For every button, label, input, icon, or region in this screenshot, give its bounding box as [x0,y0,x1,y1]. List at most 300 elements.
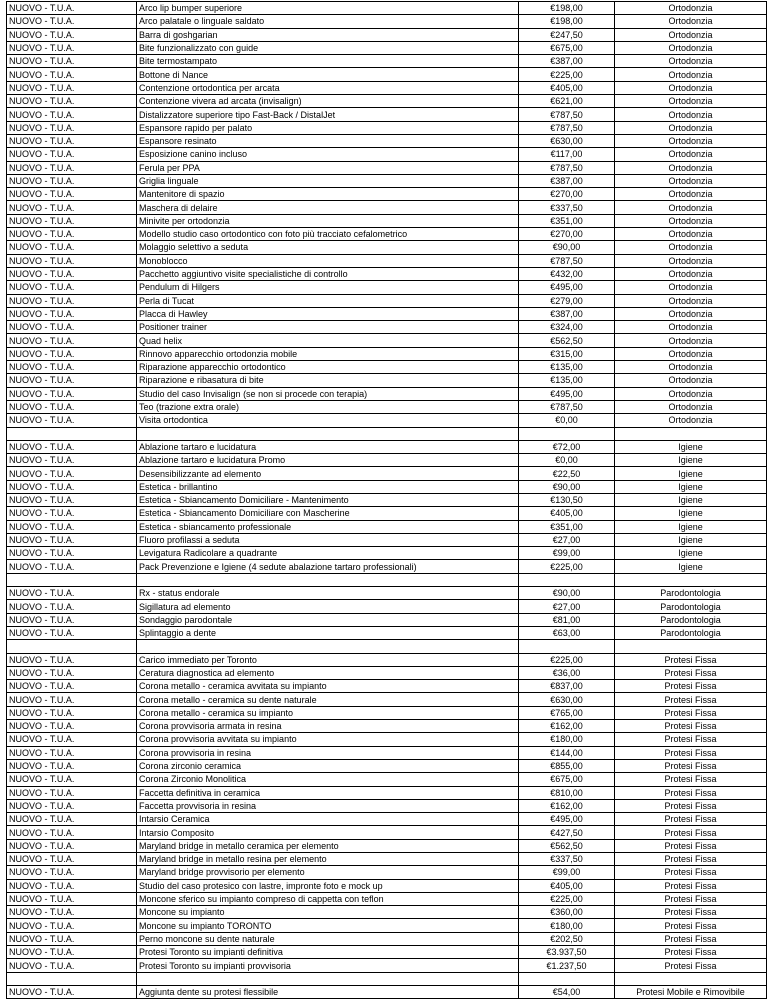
listino-cell: NUOVO - T.U.A. [7,214,137,227]
table-row [7,759,767,772]
treatment-cell: Quad helix [137,334,519,347]
table-row [7,361,767,374]
listino-cell [7,427,137,440]
treatment-cell: Modello studio caso ortodontico con foto più tracciato cefalometrico [137,228,519,241]
treatment-cell: Barra di goshgarian [137,28,519,41]
table-row [7,55,767,68]
table-row [7,15,767,28]
category-cell: Protesi Fissa [615,839,767,852]
price-cell: €562,50 [519,839,615,852]
category-cell: Protesi Fissa [615,932,767,945]
table-row [7,653,767,666]
treatment-cell: Splintaggio a dente [137,626,519,639]
category-cell: Parodontologia [615,587,767,600]
table-row [7,294,767,307]
table-row [7,254,767,267]
listino-cell: NUOVO - T.U.A. [7,440,137,453]
treatment-cell: Contenzione ortodontica per arcata [137,81,519,94]
treatment-cell: Estetica - Sbiancamento Domiciliare con Mascherine [137,507,519,520]
treatment-cell: Visita ortodontica [137,414,519,427]
listino-cell: NUOVO - T.U.A. [7,387,137,400]
listino-cell: NUOVO - T.U.A. [7,799,137,812]
listino-cell: NUOVO - T.U.A. [7,720,137,733]
price-cell: €270,00 [519,228,615,241]
price-cell: €621,00 [519,95,615,108]
price-cell: €225,00 [519,68,615,81]
category-cell: Ortodonzia [615,241,767,254]
listino-cell: NUOVO - T.U.A. [7,267,137,280]
price-cell [519,972,615,985]
category-cell: Ortodonzia [615,254,767,267]
table-row [7,480,767,493]
table-row [7,347,767,360]
spacer-row [7,972,767,985]
listino-cell: NUOVO - T.U.A. [7,533,137,546]
category-cell: Protesi Fissa [615,959,767,972]
treatment-cell: Moncone su impianto TORONTO [137,919,519,932]
listino-cell: NUOVO - T.U.A. [7,733,137,746]
price-cell: €405,00 [519,507,615,520]
table-row [7,560,767,573]
category-cell: Igiene [615,467,767,480]
listino-cell: NUOVO - T.U.A. [7,946,137,959]
listino-cell: NUOVO - T.U.A. [7,839,137,852]
table-row [7,680,767,693]
table-row [7,414,767,427]
category-cell: Ortodonzia [615,55,767,68]
treatment-cell: Bottone di Nance [137,68,519,81]
category-cell: Igiene [615,440,767,453]
listino-cell: NUOVO - T.U.A. [7,55,137,68]
table-row [7,879,767,892]
treatment-cell: Fluoro profilassi a seduta [137,533,519,546]
listino-cell: NUOVO - T.U.A. [7,201,137,214]
treatment-cell: Corona provvisoria armata in resina [137,720,519,733]
price-cell: €562,50 [519,334,615,347]
listino-cell: NUOVO - T.U.A. [7,813,137,826]
price-cell: €90,00 [519,480,615,493]
treatment-cell [137,640,519,653]
table-row [7,307,767,320]
listino-cell: NUOVO - T.U.A. [7,507,137,520]
table-row [7,121,767,134]
price-cell: €162,00 [519,799,615,812]
listino-cell: NUOVO - T.U.A. [7,666,137,679]
listino-cell: NUOVO - T.U.A. [7,746,137,759]
listino-cell: NUOVO - T.U.A. [7,653,137,666]
treatment-cell [137,427,519,440]
category-cell: Protesi Fissa [615,919,767,932]
category-cell: Ortodonzia [615,334,767,347]
listino-cell: NUOVO - T.U.A. [7,906,137,919]
treatment-cell: Monoblocco [137,254,519,267]
category-cell: Protesi Fissa [615,680,767,693]
table-row [7,853,767,866]
table-row [7,706,767,719]
price-cell: €99,00 [519,547,615,560]
treatment-cell: Espansore resinato [137,134,519,147]
category-cell [615,573,767,586]
price-cell: €27,00 [519,600,615,613]
table-row [7,467,767,480]
treatment-cell: Bite termostampato [137,55,519,68]
treatment-cell: Studio del caso protesico con lastre, impronte foto e mock up [137,879,519,892]
price-cell: €787,50 [519,254,615,267]
category-cell: Protesi Fissa [615,693,767,706]
listino-cell: NUOVO - T.U.A. [7,959,137,972]
treatment-cell: Rinnovo apparecchio ortodonzia mobile [137,347,519,360]
category-cell: Ortodonzia [615,400,767,413]
price-cell: €351,00 [519,214,615,227]
category-cell: Igiene [615,533,767,546]
listino-cell: NUOVO - T.U.A. [7,786,137,799]
category-cell: Protesi Fissa [615,720,767,733]
listino-cell: NUOVO - T.U.A. [7,95,137,108]
listino-cell: NUOVO - T.U.A. [7,587,137,600]
listino-cell: NUOVO - T.U.A. [7,560,137,573]
table-row [7,2,767,15]
treatment-cell: Protesi Toronto su impianti definitiva [137,946,519,959]
price-cell: €117,00 [519,148,615,161]
category-cell: Ortodonzia [615,2,767,15]
price-cell: €247,50 [519,28,615,41]
price-cell: €360,00 [519,906,615,919]
treatment-cell: Pack Prevenzione e Igiene (4 sedute abalazione tartaro professionali) [137,560,519,573]
category-cell: Protesi Fissa [615,906,767,919]
listino-cell: NUOVO - T.U.A. [7,985,137,998]
listino-cell: NUOVO - T.U.A. [7,680,137,693]
table-row [7,587,767,600]
listino-cell: NUOVO - T.U.A. [7,134,137,147]
listino-cell: NUOVO - T.U.A. [7,759,137,772]
category-cell: Ortodonzia [615,15,767,28]
treatment-cell: Pendulum di Hilgers [137,281,519,294]
treatment-cell: Arco palatale o linguale saldato [137,15,519,28]
table-row [7,547,767,560]
table-row [7,188,767,201]
listino-cell: NUOVO - T.U.A. [7,347,137,360]
price-cell: €27,00 [519,533,615,546]
table-row [7,134,767,147]
price-cell: €837,00 [519,680,615,693]
price-cell: €90,00 [519,587,615,600]
price-cell: €225,00 [519,560,615,573]
treatment-cell: Pacchetto aggiuntivo visite specialistiche di controllo [137,267,519,280]
table-row [7,454,767,467]
listino-cell: NUOVO - T.U.A. [7,693,137,706]
category-cell: Ortodonzia [615,347,767,360]
treatment-cell: Desensibilizzante ad elemento [137,467,519,480]
table-row [7,440,767,453]
listino-cell: NUOVO - T.U.A. [7,706,137,719]
category-cell: Protesi Fissa [615,892,767,905]
table-row [7,520,767,533]
table-row [7,161,767,174]
listino-cell: NUOVO - T.U.A. [7,2,137,15]
price-list-body [7,2,767,999]
category-cell: Ortodonzia [615,228,767,241]
table-row [7,148,767,161]
listino-cell: NUOVO - T.U.A. [7,41,137,54]
category-cell: Ortodonzia [615,95,767,108]
category-cell: Ortodonzia [615,161,767,174]
treatment-cell: Estetica - sbiancamento professionale [137,520,519,533]
table-row [7,321,767,334]
price-cell: €351,00 [519,520,615,533]
treatment-cell: Ablazione tartaro e lucidatura [137,440,519,453]
price-cell: €630,00 [519,134,615,147]
table-row [7,267,767,280]
listino-cell: NUOVO - T.U.A. [7,294,137,307]
listino-cell [7,972,137,985]
treatment-cell [137,573,519,586]
listino-cell: NUOVO - T.U.A. [7,174,137,187]
table-row [7,985,767,998]
category-cell: Ortodonzia [615,41,767,54]
price-cell: €36,00 [519,666,615,679]
price-cell: €3.937,50 [519,946,615,959]
treatment-cell: Carico immediato per Toronto [137,653,519,666]
table-row [7,746,767,759]
treatment-cell: Moncone sferico su impianto compreso di cappetta con teflon [137,892,519,905]
listino-cell: NUOVO - T.U.A. [7,28,137,41]
treatment-cell: Corona metallo - ceramica avvitata su impianto [137,680,519,693]
table-row [7,533,767,546]
price-cell: €54,00 [519,985,615,998]
price-cell: €99,00 [519,866,615,879]
treatment-cell: Corona zirconio ceramica [137,759,519,772]
table-row [7,214,767,227]
category-cell [615,640,767,653]
listino-cell: NUOVO - T.U.A. [7,307,137,320]
table-row [7,839,767,852]
price-cell: €63,00 [519,626,615,639]
treatment-cell: Corona provvisoria in resina [137,746,519,759]
table-row [7,68,767,81]
category-cell: Igiene [615,454,767,467]
price-cell: €270,00 [519,188,615,201]
listino-cell: NUOVO - T.U.A. [7,334,137,347]
treatment-cell: Intarsio Composito [137,826,519,839]
price-cell: €130,50 [519,493,615,506]
listino-cell: NUOVO - T.U.A. [7,228,137,241]
price-cell: €675,00 [519,773,615,786]
price-cell: €787,50 [519,121,615,134]
listino-cell: NUOVO - T.U.A. [7,361,137,374]
listino-cell: NUOVO - T.U.A. [7,626,137,639]
treatment-cell: Studio del caso Invisalign (se non si procede con terapia) [137,387,519,400]
category-cell: Parodontologia [615,613,767,626]
category-cell: Igiene [615,560,767,573]
listino-cell: NUOVO - T.U.A. [7,81,137,94]
price-cell: €810,00 [519,786,615,799]
category-cell: Parodontologia [615,626,767,639]
table-row [7,228,767,241]
table-row [7,613,767,626]
price-cell: €855,00 [519,759,615,772]
treatment-cell: Corona Zirconio Monolitica [137,773,519,786]
price-cell: €72,00 [519,440,615,453]
category-cell: Ortodonzia [615,267,767,280]
table-row [7,906,767,919]
category-cell: Ortodonzia [615,201,767,214]
price-cell: €387,00 [519,307,615,320]
price-cell: €180,00 [519,919,615,932]
listino-cell: NUOVO - T.U.A. [7,414,137,427]
treatment-cell: Sondaggio parodontale [137,613,519,626]
treatment-cell: Faccetta provvisoria in resina [137,799,519,812]
category-cell: Protesi Fissa [615,653,767,666]
category-cell: Ortodonzia [615,68,767,81]
table-row [7,799,767,812]
listino-cell: NUOVO - T.U.A. [7,613,137,626]
listino-cell: NUOVO - T.U.A. [7,15,137,28]
treatment-cell: Estetica - Sbiancamento Domiciliare - Mantenimento [137,493,519,506]
listino-cell: NUOVO - T.U.A. [7,148,137,161]
spacer-row [7,640,767,653]
treatment-cell: Molaggio selettivo a seduta [137,241,519,254]
category-cell: Protesi Fissa [615,866,767,879]
treatment-cell: Ablazione tartaro e lucidatura Promo [137,454,519,467]
table-row [7,387,767,400]
price-cell: €787,50 [519,108,615,121]
listino-cell: NUOVO - T.U.A. [7,892,137,905]
treatment-cell: Perla di Tucat [137,294,519,307]
category-cell: Ortodonzia [615,188,767,201]
category-cell: Protesi Fissa [615,666,767,679]
listino-cell: NUOVO - T.U.A. [7,600,137,613]
treatment-cell: Minivite per ortodonzia [137,214,519,227]
price-cell: €675,00 [519,41,615,54]
listino-cell [7,640,137,653]
price-cell: €324,00 [519,321,615,334]
price-cell: €630,00 [519,693,615,706]
category-cell: Protesi Fissa [615,879,767,892]
price-cell: €432,00 [519,267,615,280]
listino-cell: NUOVO - T.U.A. [7,68,137,81]
table-row [7,95,767,108]
listino-cell: NUOVO - T.U.A. [7,853,137,866]
price-cell: €225,00 [519,892,615,905]
category-cell: Protesi Fissa [615,746,767,759]
category-cell: Protesi Fissa [615,786,767,799]
treatment-cell: Aggiunta dente su protesi flessibile [137,985,519,998]
category-cell: Igiene [615,507,767,520]
price-cell: €405,00 [519,81,615,94]
treatment-cell: Levigatura Radicolare a quadrante [137,547,519,560]
price-cell: €198,00 [519,2,615,15]
table-row [7,959,767,972]
treatment-cell: Perno moncone su dente naturale [137,932,519,945]
category-cell: Ortodonzia [615,108,767,121]
table-row [7,201,767,214]
price-cell: €405,00 [519,879,615,892]
table-row [7,281,767,294]
listino-cell: NUOVO - T.U.A. [7,108,137,121]
treatment-cell: Maryland bridge provvisorio per elemento [137,866,519,879]
category-cell: Ortodonzia [615,174,767,187]
table-row [7,374,767,387]
treatment-cell: Estetica - brillantino [137,480,519,493]
category-cell: Igiene [615,547,767,560]
listino-cell: NUOVO - T.U.A. [7,932,137,945]
price-cell: €787,50 [519,161,615,174]
treatment-cell: Moncone su impianto [137,906,519,919]
table-row [7,493,767,506]
category-cell: Protesi Fissa [615,706,767,719]
listino-cell: NUOVO - T.U.A. [7,547,137,560]
category-cell: Ortodonzia [615,28,767,41]
treatment-cell: Protesi Toronto su impianti provvisoria [137,959,519,972]
category-cell: Ortodonzia [615,374,767,387]
treatment-cell: Intarsio Ceramica [137,813,519,826]
table-row [7,81,767,94]
treatment-cell: Riparazione apparecchio ortodontico [137,361,519,374]
treatment-cell: Esposizione canino incluso [137,148,519,161]
treatment-cell: Positioner trainer [137,321,519,334]
category-cell: Protesi Fissa [615,773,767,786]
category-cell: Protesi Fissa [615,946,767,959]
table-row [7,28,767,41]
price-cell: €495,00 [519,387,615,400]
category-cell: Parodontologia [615,600,767,613]
category-cell: Igiene [615,493,767,506]
treatment-cell: Ceratura diagnostica ad elemento [137,666,519,679]
price-cell: €22,50 [519,467,615,480]
listino-cell: NUOVO - T.U.A. [7,773,137,786]
table-row [7,108,767,121]
price-cell: €337,50 [519,201,615,214]
treatment-cell: Maryland bridge in metallo resina per elemento [137,853,519,866]
table-row [7,693,767,706]
listino-cell: NUOVO - T.U.A. [7,879,137,892]
treatment-cell: Mantenitore di spazio [137,188,519,201]
price-cell: €81,00 [519,613,615,626]
table-row [7,866,767,879]
listino-cell: NUOVO - T.U.A. [7,826,137,839]
treatment-cell: Corona metallo - ceramica su dente naturale [137,693,519,706]
category-cell: Protesi Fissa [615,733,767,746]
table-row [7,786,767,799]
treatment-cell: Arco lip bumper superiore [137,2,519,15]
treatment-cell: Maschera di delaire [137,201,519,214]
treatment-cell: Griglia linguale [137,174,519,187]
listino-cell: NUOVO - T.U.A. [7,467,137,480]
treatment-cell: Distalizzatore superiore tipo Fast-Back / DistalJet [137,108,519,121]
category-cell: Protesi Fissa [615,853,767,866]
price-cell: €387,00 [519,55,615,68]
category-cell: Ortodonzia [615,81,767,94]
listino-cell: NUOVO - T.U.A. [7,374,137,387]
price-cell [519,640,615,653]
listino-cell: NUOVO - T.U.A. [7,400,137,413]
price-cell: €279,00 [519,294,615,307]
listino-cell: NUOVO - T.U.A. [7,254,137,267]
table-row [7,626,767,639]
category-cell: Ortodonzia [615,214,767,227]
spacer-row [7,573,767,586]
listino-cell: NUOVO - T.U.A. [7,493,137,506]
price-cell: €765,00 [519,706,615,719]
price-cell: €90,00 [519,241,615,254]
price-cell: €202,50 [519,932,615,945]
table-row [7,241,767,254]
category-cell: Protesi Mobile e Rimovibile [615,985,767,998]
price-cell: €387,00 [519,174,615,187]
category-cell: Ortodonzia [615,121,767,134]
treatment-cell: Corona provvisoria avvitata su impianto [137,733,519,746]
price-cell: €144,00 [519,746,615,759]
